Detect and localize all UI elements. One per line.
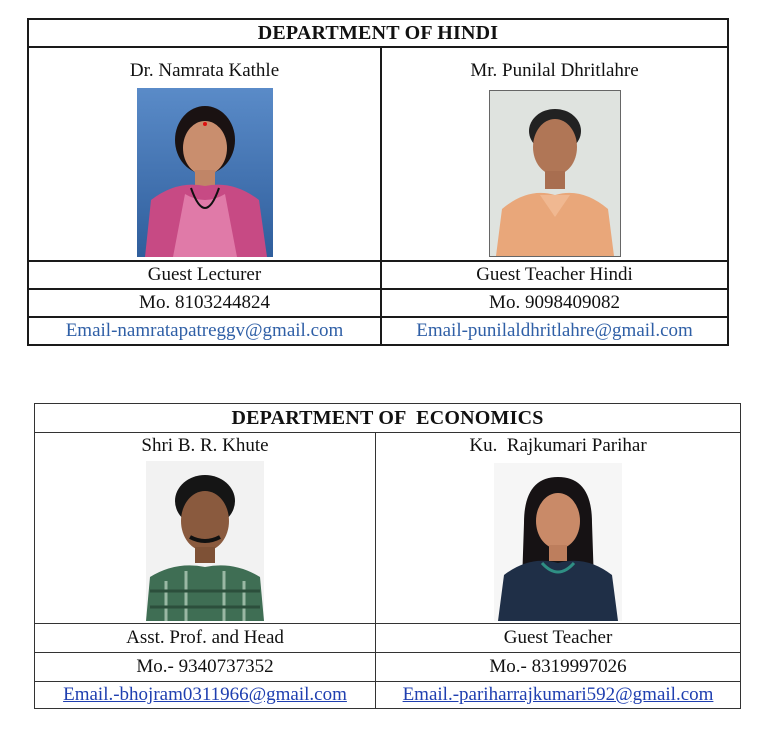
hindi-person-2-cell [381, 47, 728, 261]
hindi-person-2-name: Mr. Punilal Dhritlahre [470, 60, 639, 81]
hindi-person-2-mobile: Mo. 9098409082 [381, 289, 728, 317]
economics-person-2-role: Guest Teacher [376, 624, 741, 653]
economics-department-table [34, 403, 741, 709]
economics-person-1-cell [35, 433, 376, 624]
economics-person-1-email[interactable]: Email.-bhojram0311966@gmail.com [35, 682, 376, 709]
economics-person-2-cell [376, 433, 741, 624]
economics-person-2-mobile: Mo.- 8319997026 [376, 653, 741, 682]
hindi-person-2-role: Guest Teacher Hindi [381, 261, 728, 289]
hindi-person-1-name: Dr. Namrata Kathle [129, 60, 280, 81]
hindi-person-2-photo [489, 90, 621, 257]
hindi-person-1-email[interactable]: Email-namratapatreggv@gmail.com [28, 317, 381, 345]
economics-person-1-name: Shri B. R. Khute [141, 435, 269, 456]
economics-person-2-photo [494, 463, 622, 621]
hindi-person-1-cell [28, 47, 381, 261]
economics-person-1-mobile: Mo.- 9340737352 [35, 653, 376, 682]
hindi-department-title: DEPARTMENT OF HINDI [28, 19, 728, 47]
hindi-person-2-email[interactable]: Email-punilaldhritlahre@gmail.com [381, 317, 728, 345]
economics-person-1-photo [146, 461, 264, 621]
hindi-person-1-photo [137, 88, 273, 257]
hindi-person-1-role: Guest Lecturer [28, 261, 381, 289]
hindi-person-1-mobile: Mo. 8103244824 [28, 289, 381, 317]
hindi-department-table [27, 18, 729, 346]
economics-department-title: DEPARTMENT OF ECONOMICS [35, 404, 741, 433]
economics-person-1-role: Asst. Prof. and Head [35, 624, 376, 653]
economics-person-2-email[interactable]: Email.-pariharrajkumari592@gmail.com [376, 682, 741, 709]
economics-person-2-name: Ku. Rajkumari Parihar [469, 435, 647, 456]
